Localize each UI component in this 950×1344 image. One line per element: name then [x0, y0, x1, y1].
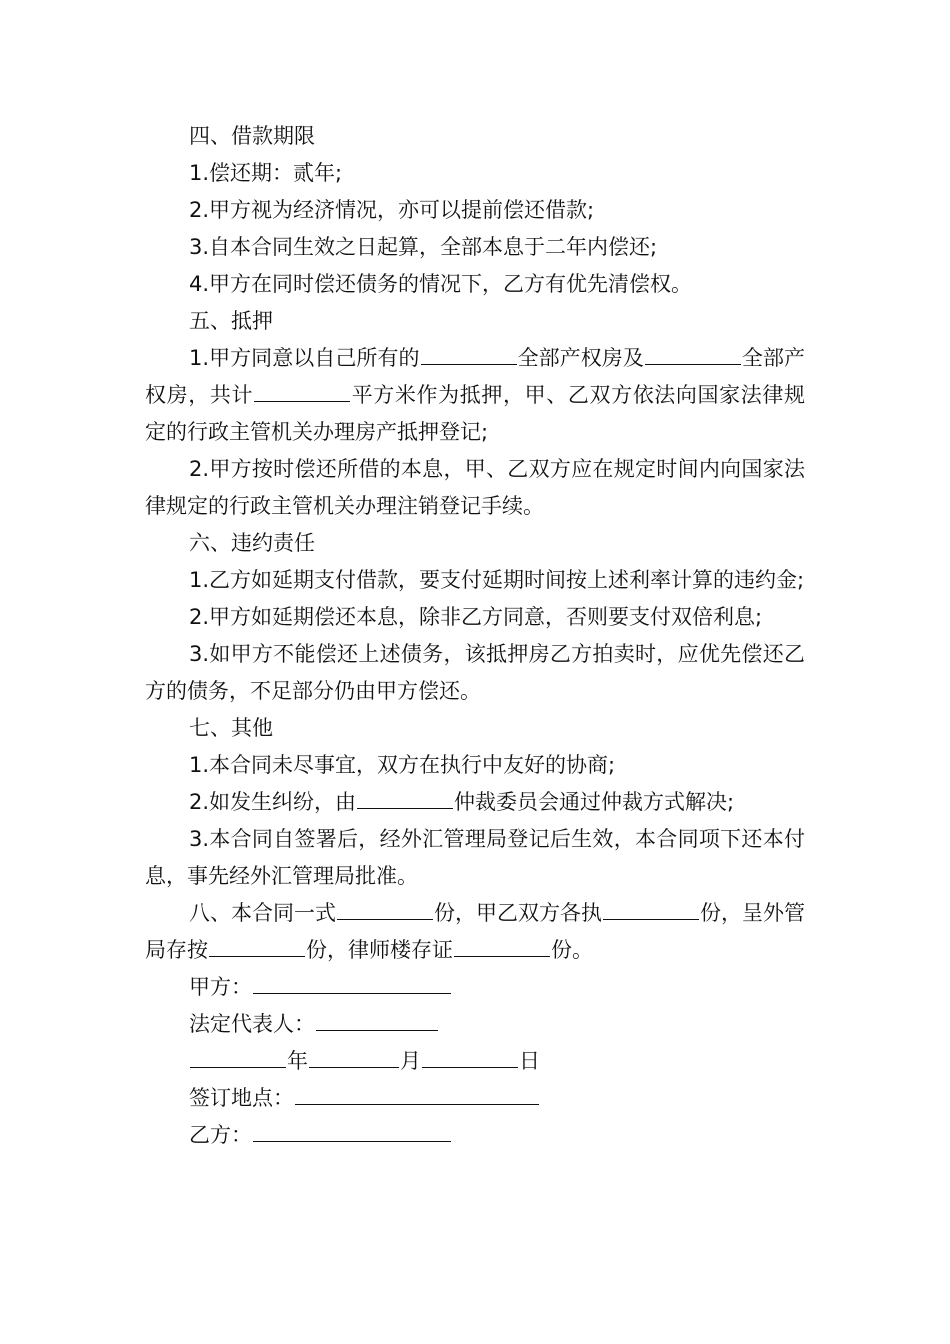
- copies-bureau-blank[interactable]: [209, 932, 305, 957]
- copies-each-blank[interactable]: [603, 895, 699, 920]
- year-blank[interactable]: [190, 1043, 286, 1068]
- day-blank[interactable]: [422, 1043, 518, 1068]
- legal-rep-line: 法定代表人：: [145, 1006, 805, 1043]
- copies-lawyer-blank[interactable]: [454, 932, 550, 957]
- sign-place-blank[interactable]: [295, 1080, 539, 1105]
- party-b-blank[interactable]: [253, 1117, 451, 1142]
- section-7-item-3: 3.本合同自签署后，经外汇管理局登记后生效，本合同项下还本付息，事先经外汇管理局批准。: [145, 827, 805, 888]
- section-4-title: 四、借款期限: [189, 124, 315, 148]
- section-6-item-3: 3.如甲方不能偿还上述债务，该抵押房乙方拍卖时，应优先偿还乙方的债务，不足部分仍由甲方偿还。: [145, 642, 805, 703]
- section-5-item-2: 2.甲方按时偿还所借的本息，甲、乙双方应在规定时间内向国家法律规定的行政主管机关办理注销登记手续。: [145, 457, 805, 518]
- section-8: 八、本合同一式 份，甲乙双方各执 份，呈外管局存按 份，律师楼存证 份。: [145, 895, 805, 969]
- section-7-item-2: 2.如发生纠纷，由 仲裁委员会通过仲裁方式解决;: [145, 784, 805, 821]
- section-6-item-1: 1.乙方如延期支付借款，要支付延期时间按上述利率计算的违约金;: [189, 568, 805, 592]
- property-blank-2[interactable]: [645, 340, 741, 365]
- contract-page: [145, 118, 805, 1154]
- section-7-item-1: 1.本合同未尽事宜，双方在执行中友好的协商;: [189, 753, 616, 777]
- section-5-title: 五、抵押: [189, 309, 273, 333]
- area-blank[interactable]: [254, 377, 350, 402]
- party-b-line: 乙方：: [145, 1117, 805, 1154]
- sign-place-line: 签订地点：: [145, 1080, 805, 1117]
- section-6-title: 六、违约责任: [189, 531, 315, 555]
- section-7-title: 七、其他: [189, 716, 273, 740]
- legal-rep-blank[interactable]: [316, 1006, 438, 1031]
- party-a-line: 甲方：: [145, 969, 805, 1006]
- date-line: 年 月 日: [145, 1043, 805, 1080]
- section-4-item-2: 2.甲方视为经济情况，亦可以提前偿还借款;: [189, 198, 595, 222]
- section-4-item-4: 4.甲方在同时偿还债务的情况下，乙方有优先清偿权。: [189, 272, 693, 296]
- section-5-item-1: 1.甲方同意以自己所有的 全部产权房及 全部产权房，共计 平方米作为抵押，甲、乙双方依法向国家法律规定的行政主管机关办理房产抵押登记;: [145, 340, 805, 451]
- month-blank[interactable]: [309, 1043, 399, 1068]
- party-a-blank[interactable]: [253, 969, 451, 994]
- section-4-item-1: 1.偿还期：贰年;: [189, 161, 343, 185]
- property-blank-1[interactable]: [421, 340, 517, 365]
- section-4-item-3: 3.自本合同生效之日起算，全部本息于二年内偿还;: [189, 235, 658, 259]
- section-6-item-2: 2.甲方如延期偿还本息，除非乙方同意，否则要支付双倍利息;: [189, 605, 763, 629]
- copies-total-blank[interactable]: [337, 895, 433, 920]
- arbitration-blank[interactable]: [357, 784, 453, 809]
